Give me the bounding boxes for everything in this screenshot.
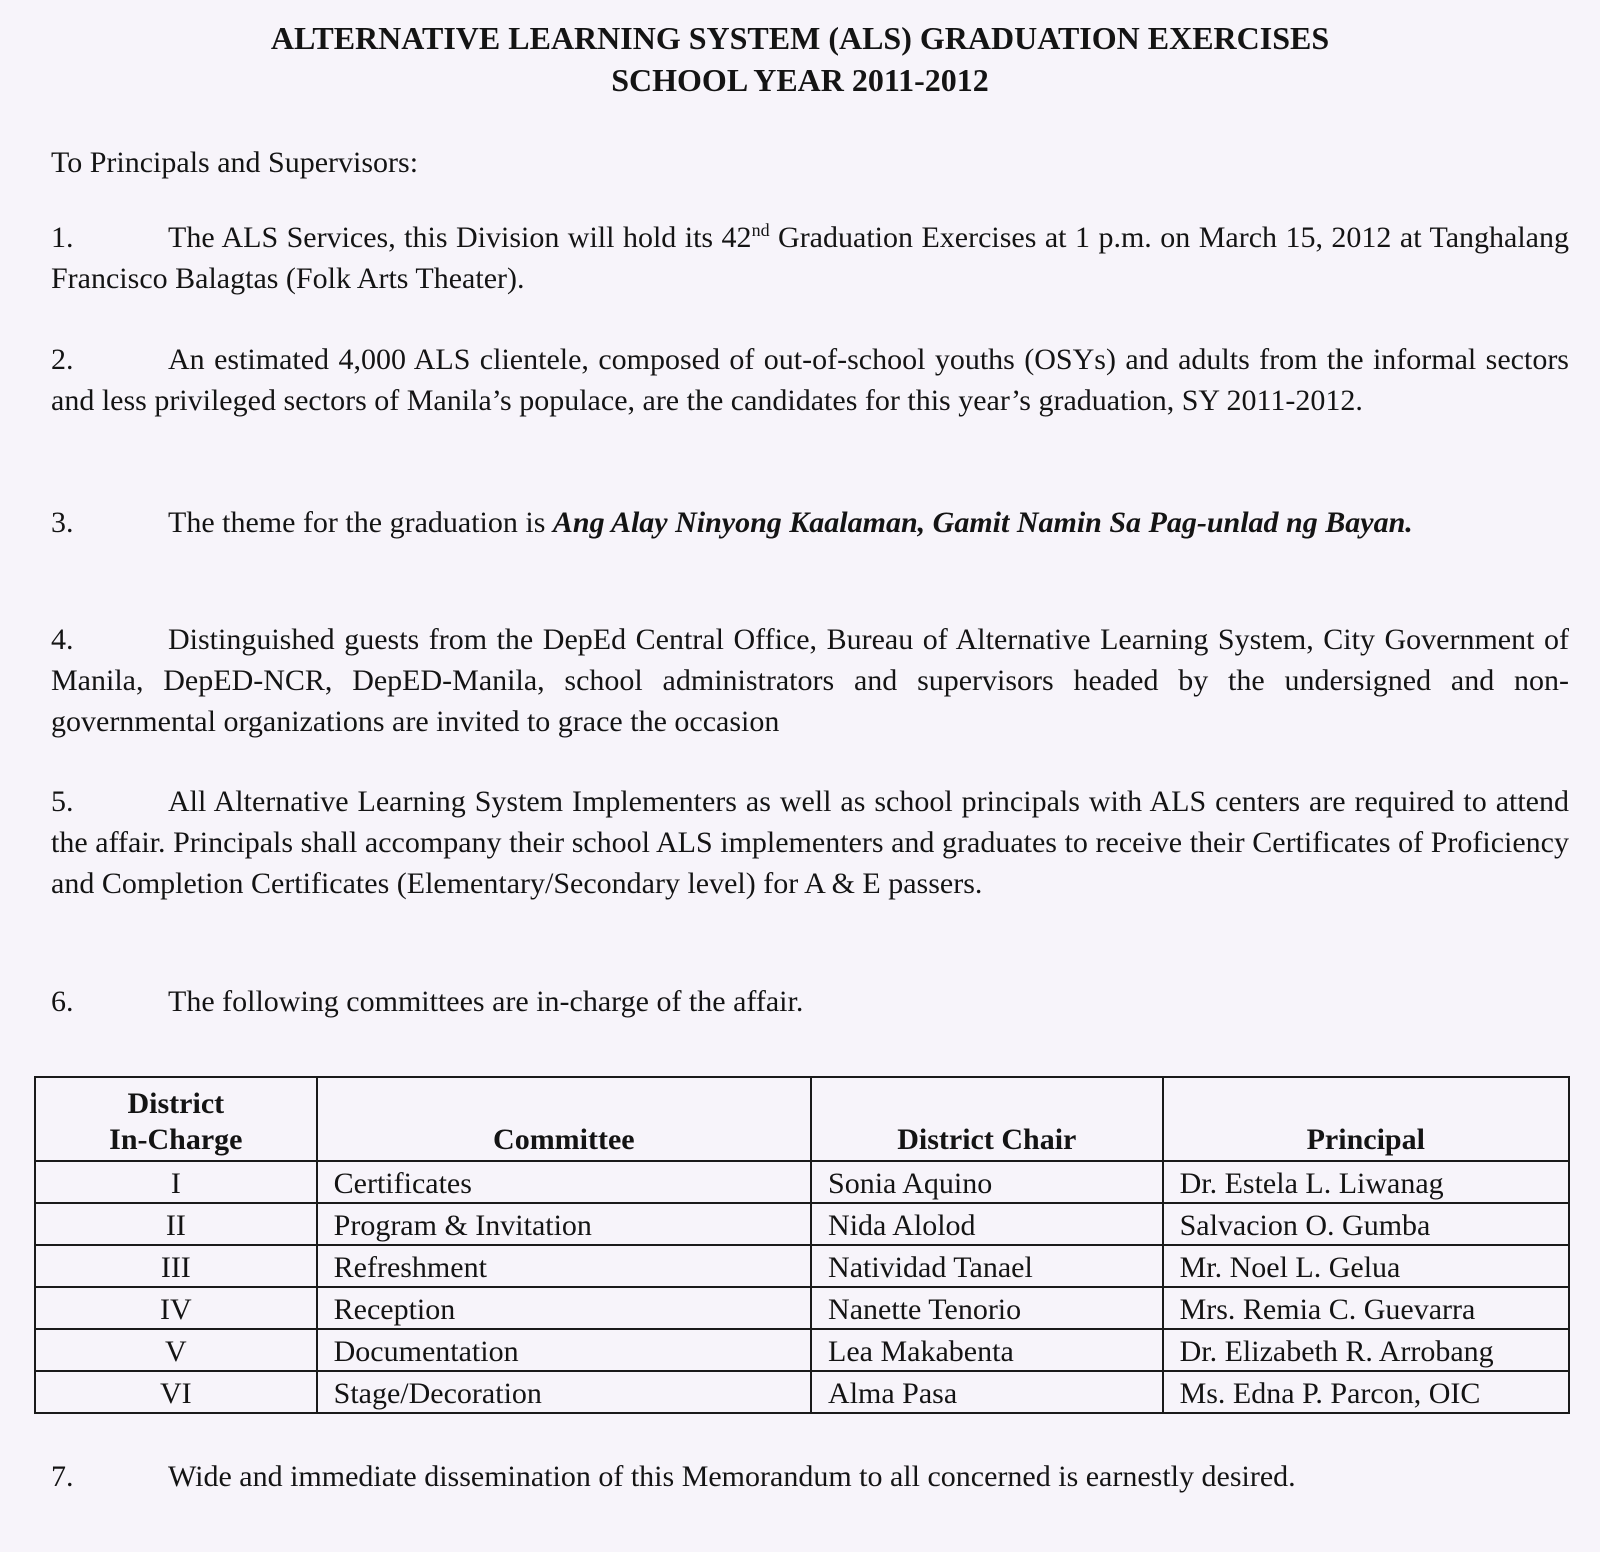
table-header-row xyxy=(35,1077,1569,1161)
paragraph-number: 7. xyxy=(51,1460,74,1493)
paragraph-text: Distinguished guests from the DepEd Central Office, Bureau of Alternative Learning System, City Government of Manila, DepED-NCR, DepED-Manila, school administrators and supervisors headed by the undersigned and non-governmental organizations are invited to grace the occasion xyxy=(51,623,1569,738)
table-row xyxy=(35,1371,1569,1413)
paragraph-5 xyxy=(51,781,1569,904)
document-subtitle: SCHOOL YEAR 2011-2012 xyxy=(611,62,989,98)
header-district-line2: In-Charge xyxy=(109,1123,243,1156)
paragraph-number: 6. xyxy=(51,985,74,1018)
header-principal: Principal xyxy=(1163,1077,1569,1161)
cell-chair: Lea Makabenta xyxy=(811,1329,1163,1371)
paragraph-text: Wide and immediate dissemination of this Memorandum to all concerned is earnestly desired. xyxy=(168,1460,1296,1493)
cell-principal: Mrs. Remia C. Guevarra xyxy=(1163,1287,1569,1329)
paragraph-2 xyxy=(51,339,1569,421)
cell-district: V xyxy=(35,1329,317,1371)
paragraph-3 xyxy=(51,502,1569,543)
cell-principal: Dr. Elizabeth R. Arrobang xyxy=(1163,1329,1569,1371)
header-district-chair: District Chair xyxy=(811,1077,1163,1161)
cell-principal: Ms. Edna P. Parcon, OIC xyxy=(1163,1371,1569,1413)
paragraph-text-cont: Graduation Exercises at 1 p.m. on March 15, 2012 at Tanghalang Francisco Balagtas (Folk Arts Theater). xyxy=(51,221,1569,295)
paragraph-number: 3. xyxy=(51,506,74,539)
cell-principal: Dr. Estela L. Liwanag xyxy=(1163,1161,1569,1203)
cell-district: IV xyxy=(35,1287,317,1329)
header-district-line1: District xyxy=(127,1087,225,1120)
paragraph-number: 5. xyxy=(51,785,74,818)
cell-district: VI xyxy=(35,1371,317,1413)
cell-principal: Salvacion O. Gumba xyxy=(1163,1203,1569,1245)
cell-district: III xyxy=(35,1245,317,1287)
table-row xyxy=(35,1329,1569,1371)
cell-committee: Program & Invitation xyxy=(317,1203,811,1245)
cell-chair: Nida Alolod xyxy=(811,1203,1163,1245)
ordinal-suffix: nd xyxy=(751,220,770,240)
cell-committee: Stage/Decoration xyxy=(317,1371,811,1413)
cell-district: I xyxy=(35,1161,317,1203)
paragraph-number: 1. xyxy=(51,221,74,254)
paragraph-text: The following committees are in-charge of the affair. xyxy=(168,985,804,1018)
cell-committee: Reception xyxy=(317,1287,811,1329)
document-title: ALTERNATIVE LEARNING SYSTEM (ALS) GRADUATION EXERCISES xyxy=(270,20,1330,56)
paragraph-7 xyxy=(51,1456,1569,1497)
table-row xyxy=(35,1287,1569,1329)
paragraph-number: 4. xyxy=(51,623,74,656)
cell-principal: Mr. Noel L. Gelua xyxy=(1163,1245,1569,1287)
paragraph-text: The ALS Services, this Division will hold its 42 xyxy=(168,221,752,254)
salutation: To Principals and Supervisors: xyxy=(51,146,419,179)
table-row xyxy=(35,1161,1569,1203)
header-district-in-charge xyxy=(35,1077,317,1161)
paragraph-text: The theme for the graduation is xyxy=(168,506,553,539)
cell-chair: Nanette Tenorio xyxy=(811,1287,1163,1329)
graduation-theme: Ang Alay Ninyong Kaalaman, Gamit Namin Sa Pag-unlad ng Bayan. xyxy=(552,506,1413,539)
cell-committee: Refreshment xyxy=(317,1245,811,1287)
cell-chair: Sonia Aquino xyxy=(811,1161,1163,1203)
paragraph-text: An estimated 4,000 ALS clientele, composed of out-of-school youths (OSYs) and adults from the informal sectors and less privileged sectors of Manila’s populace, are the candidates for this year’s graduation, SY 2011-2012. xyxy=(51,343,1569,417)
committees-table xyxy=(34,1076,1570,1414)
cell-chair: Alma Pasa xyxy=(811,1371,1163,1413)
cell-chair: Natividad Tanael xyxy=(811,1245,1163,1287)
paragraph-4 xyxy=(51,619,1569,742)
table-row xyxy=(35,1245,1569,1287)
cell-district: II xyxy=(35,1203,317,1245)
paragraph-1 xyxy=(51,217,1569,299)
paragraph-text: All Alternative Learning System Implementers as well as school principals with ALS centers are required to attend the affair. Principals shall accompany their school ALS implementers and graduates to receive their Certificates of Proficiency and Completion Certificates (Elementary/Secondary level) for A & E passers. xyxy=(51,785,1569,900)
table-row xyxy=(35,1203,1569,1245)
header-committee: Committee xyxy=(317,1077,811,1161)
paragraph-6 xyxy=(51,981,1569,1022)
cell-committee: Certificates xyxy=(317,1161,811,1203)
paragraph-number: 2. xyxy=(51,343,74,376)
cell-committee: Documentation xyxy=(317,1329,811,1371)
